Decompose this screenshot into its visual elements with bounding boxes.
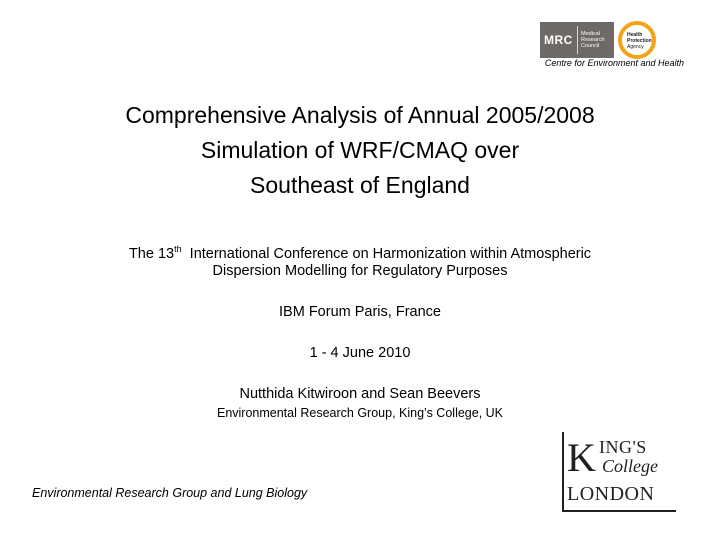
title-line: Southeast of England <box>250 172 470 198</box>
conference-prefix: The 13 <box>128 246 175 262</box>
hpa-logo-line: Protection <box>627 38 652 44</box>
event-date: 1 - 4 June 2010 <box>309 345 411 361</box>
conference-line-2: Dispersion Modelling for Regulatory Purposes <box>212 263 508 279</box>
venue: IBM Forum Paris, France <box>279 304 441 320</box>
title-line: Comprehensive Analysis of Annual 2005/2008 <box>125 102 595 128</box>
centre-caption: Centre for Environment and Health <box>544 58 684 68</box>
mrc-logo-line: Council <box>581 43 600 50</box>
affiliation: Environmental Research Group, King’s College, UK <box>216 406 504 420</box>
mrc-logo-line: Research <box>581 36 605 43</box>
conference-line-1 <box>40 246 680 263</box>
mrc-logo-line: Medical <box>581 30 600 37</box>
kings-logo-college: College <box>602 456 658 476</box>
conference-name: International Conference on Harmonization within Atmospheric <box>189 246 592 262</box>
title-line: Simulation of WRF/CMAQ over <box>200 137 520 163</box>
conference-info <box>40 246 680 280</box>
kings-logo-london: LONDON <box>567 483 655 505</box>
mrc-logo-subtext <box>581 31 605 50</box>
mrc-logo <box>540 22 614 58</box>
hpa-logo-line: Health <box>627 32 643 38</box>
footer-text: Environmental Research Group and Lung Biology <box>32 486 308 500</box>
kings-logo-border-left <box>562 432 564 512</box>
kings-college-logo <box>562 432 678 512</box>
mrc-logo-divider <box>577 26 578 54</box>
conference-ordinal: th <box>174 244 182 255</box>
authors: Nutthida Kitwiroon and Sean Beevers <box>239 386 481 402</box>
slide-title <box>40 98 680 203</box>
hpa-logo <box>617 20 657 60</box>
kings-logo-k: K <box>567 435 596 480</box>
hpa-logo-line: Agency <box>627 44 644 50</box>
kings-logo-border-bottom <box>564 510 676 512</box>
mrc-logo-abbr: MRC <box>544 33 573 47</box>
kings-logo-ings: ING'S <box>599 437 647 457</box>
